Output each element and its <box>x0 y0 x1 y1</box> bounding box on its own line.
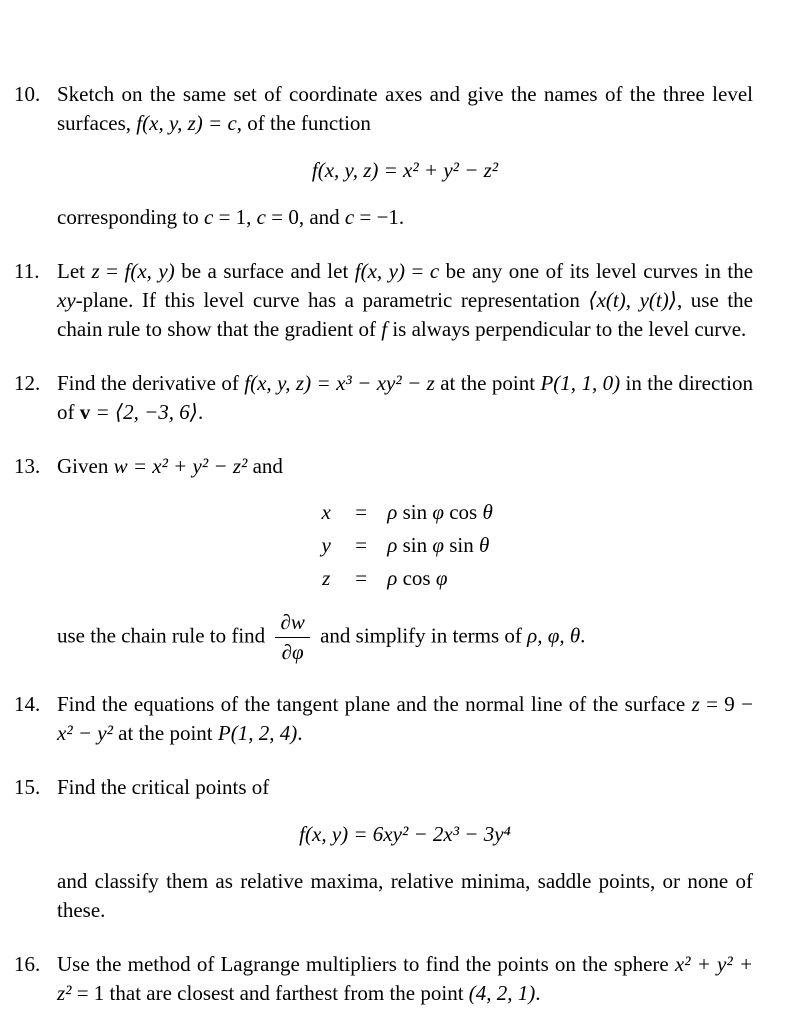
text-segment: Find the equations of the tangent plane and the normal line of the surface <box>57 692 692 717</box>
text-segment: and <box>247 454 283 478</box>
math-segment: f(x, y) <box>124 259 175 283</box>
equation-lhs: y <box>321 533 331 557</box>
math-segment: z <box>91 259 100 283</box>
problem-number: 11. <box>14 259 40 283</box>
equation-row <box>317 562 493 595</box>
text-segment: be a surface and let <box>174 259 355 283</box>
text-segment: . <box>580 623 586 648</box>
problem-number: 14. <box>14 692 41 717</box>
text-segment: Use the method of Lagrange multipliers to find the points on the sphere <box>57 952 675 977</box>
text-segment: use the chain rule to find <box>57 623 271 648</box>
text-segment: cos <box>449 500 483 524</box>
math-segment: θ <box>478 533 490 557</box>
text-segment: Given <box>57 454 114 478</box>
problem-item-11 <box>14 257 753 344</box>
problem-item-14 <box>14 690 753 748</box>
text-segment: and classify them as relative maxima, relative minima, saddle points, or none of these. <box>57 869 753 923</box>
problem-body <box>57 690 753 748</box>
text-segment: = 1, <box>213 205 257 229</box>
math-segment: φ <box>432 533 450 557</box>
fraction-numerator: ∂w <box>275 610 309 638</box>
equation-rhs <box>387 562 447 595</box>
problem-text <box>57 80 753 138</box>
problem-text <box>57 773 753 802</box>
problem-item-12 <box>14 369 753 427</box>
text-segment: is always perpendicular to the level curve. <box>387 317 747 341</box>
math-segment: φ <box>432 500 450 524</box>
problem-item-13 <box>14 452 753 665</box>
math-segment: ⟨x(t), y(t)⟩ <box>588 288 677 312</box>
equation-lhs: z <box>322 566 331 590</box>
problem-number: 13. <box>14 454 41 478</box>
equation-rhs <box>387 496 493 529</box>
problem-body <box>57 452 753 665</box>
math-segment: c <box>344 205 355 229</box>
equation-rhs <box>387 529 489 562</box>
text-segment: = 9 − <box>699 692 753 717</box>
math-segment: ρ <box>387 533 403 557</box>
equation-row <box>317 529 493 562</box>
text-segment: Sketch on the same set of coordinate axes and give the names of the three level surfaces, <box>57 82 753 135</box>
problem-number: 12. <box>14 371 41 395</box>
math-segment: P(1, 1, 0) <box>540 371 621 395</box>
equation-array <box>317 496 493 595</box>
math-segment: w = x² + y² − z² <box>113 454 248 478</box>
text-segment: = −1. <box>354 205 405 229</box>
problem-item-10 <box>14 80 753 232</box>
problem-body <box>57 950 753 1008</box>
math-segment: f(x, y, z) = c <box>136 111 237 135</box>
text-segment: . <box>297 721 303 746</box>
problem-body <box>57 257 753 344</box>
math-segment: v <box>79 400 91 424</box>
display-equation <box>57 820 753 849</box>
math-segment: f(x, y) = 6xy² − 2x³ − 3y⁴ <box>299 822 511 847</box>
math-segment: xy <box>57 288 76 312</box>
math-segment: c <box>429 259 440 283</box>
problem-number: 15. <box>14 775 41 800</box>
inline-fraction <box>275 610 309 665</box>
problem-body <box>57 80 753 232</box>
text-segment: . <box>535 981 541 1006</box>
text-segment: at the point <box>112 721 218 746</box>
text-segment: in the direction of <box>57 371 753 424</box>
math-segment: (4, 2, 1) <box>468 981 536 1006</box>
text-segment: = <box>405 259 430 283</box>
text-segment: be any one of its level curves in the <box>439 259 754 283</box>
problem-item-15 <box>14 773 753 925</box>
problem-text <box>57 452 753 481</box>
equals-sign: = <box>355 500 368 524</box>
math-segment: f(x, y, z) = x³ − xy² − z <box>244 371 435 395</box>
math-segment: c <box>203 205 214 229</box>
math-segment: = ⟨2, −3, 6⟩ <box>90 400 198 424</box>
math-segment: f(x, y, z) = x² + y² − z² <box>311 158 499 182</box>
problem-text <box>57 257 753 344</box>
math-segment: f(x, y) <box>354 259 405 283</box>
equation-row <box>317 496 493 529</box>
equation-lhs: x <box>321 500 331 524</box>
problem-text <box>57 867 753 925</box>
math-segment: P(1, 2, 4) <box>217 721 298 746</box>
problem-number: 10. <box>14 82 41 106</box>
text-segment: , use the chain rule to show that the gradient of <box>57 288 753 341</box>
text-segment: sin <box>449 533 479 557</box>
problem-item-16 <box>14 950 753 1008</box>
fraction-denominator: ∂φ <box>281 640 304 665</box>
text-segment: corresponding to <box>57 205 204 229</box>
math-segment: f <box>381 317 388 341</box>
math-segment: ρ, φ, θ <box>527 623 581 648</box>
text-segment: = <box>99 259 125 283</box>
text-segment: , of the function <box>236 111 371 135</box>
problem-text <box>57 203 753 232</box>
text-segment: at the point <box>434 371 541 395</box>
math-segment: x² + y² + z² <box>57 952 753 1006</box>
text-segment: and simplify in terms of <box>314 623 528 648</box>
text-segment: = 0, and <box>265 205 345 229</box>
problem-text <box>57 610 753 665</box>
text-segment: sin <box>402 533 433 557</box>
problem-body <box>57 369 753 427</box>
math-segment: θ <box>482 500 493 524</box>
math-segment: z <box>691 692 700 717</box>
problem-text <box>57 950 753 1008</box>
text-segment: . <box>197 400 204 424</box>
text-segment: Let <box>57 259 92 283</box>
problem-text <box>57 369 753 427</box>
display-equation <box>57 156 753 185</box>
math-segment: x² − y² <box>57 721 113 746</box>
math-segment: ρ <box>387 566 403 590</box>
problem-body <box>57 773 753 925</box>
text-segment: Find the critical points of <box>57 775 270 800</box>
equals-sign: = <box>355 566 368 590</box>
math-segment: φ <box>435 566 448 590</box>
text-segment: = 1 that are closest and farthest from the point <box>71 981 469 1006</box>
text-segment: -plane. If this level curve has a parametric representation <box>75 288 589 312</box>
math-segment: ρ <box>387 500 403 524</box>
problem-number: 16. <box>14 952 41 977</box>
text-segment: cos <box>402 566 436 590</box>
text-segment: Find the derivative of <box>57 371 245 395</box>
math-segment: c <box>256 205 266 229</box>
equals-sign: = <box>355 533 368 557</box>
text-segment: sin <box>402 500 433 524</box>
problem-text <box>57 690 753 748</box>
